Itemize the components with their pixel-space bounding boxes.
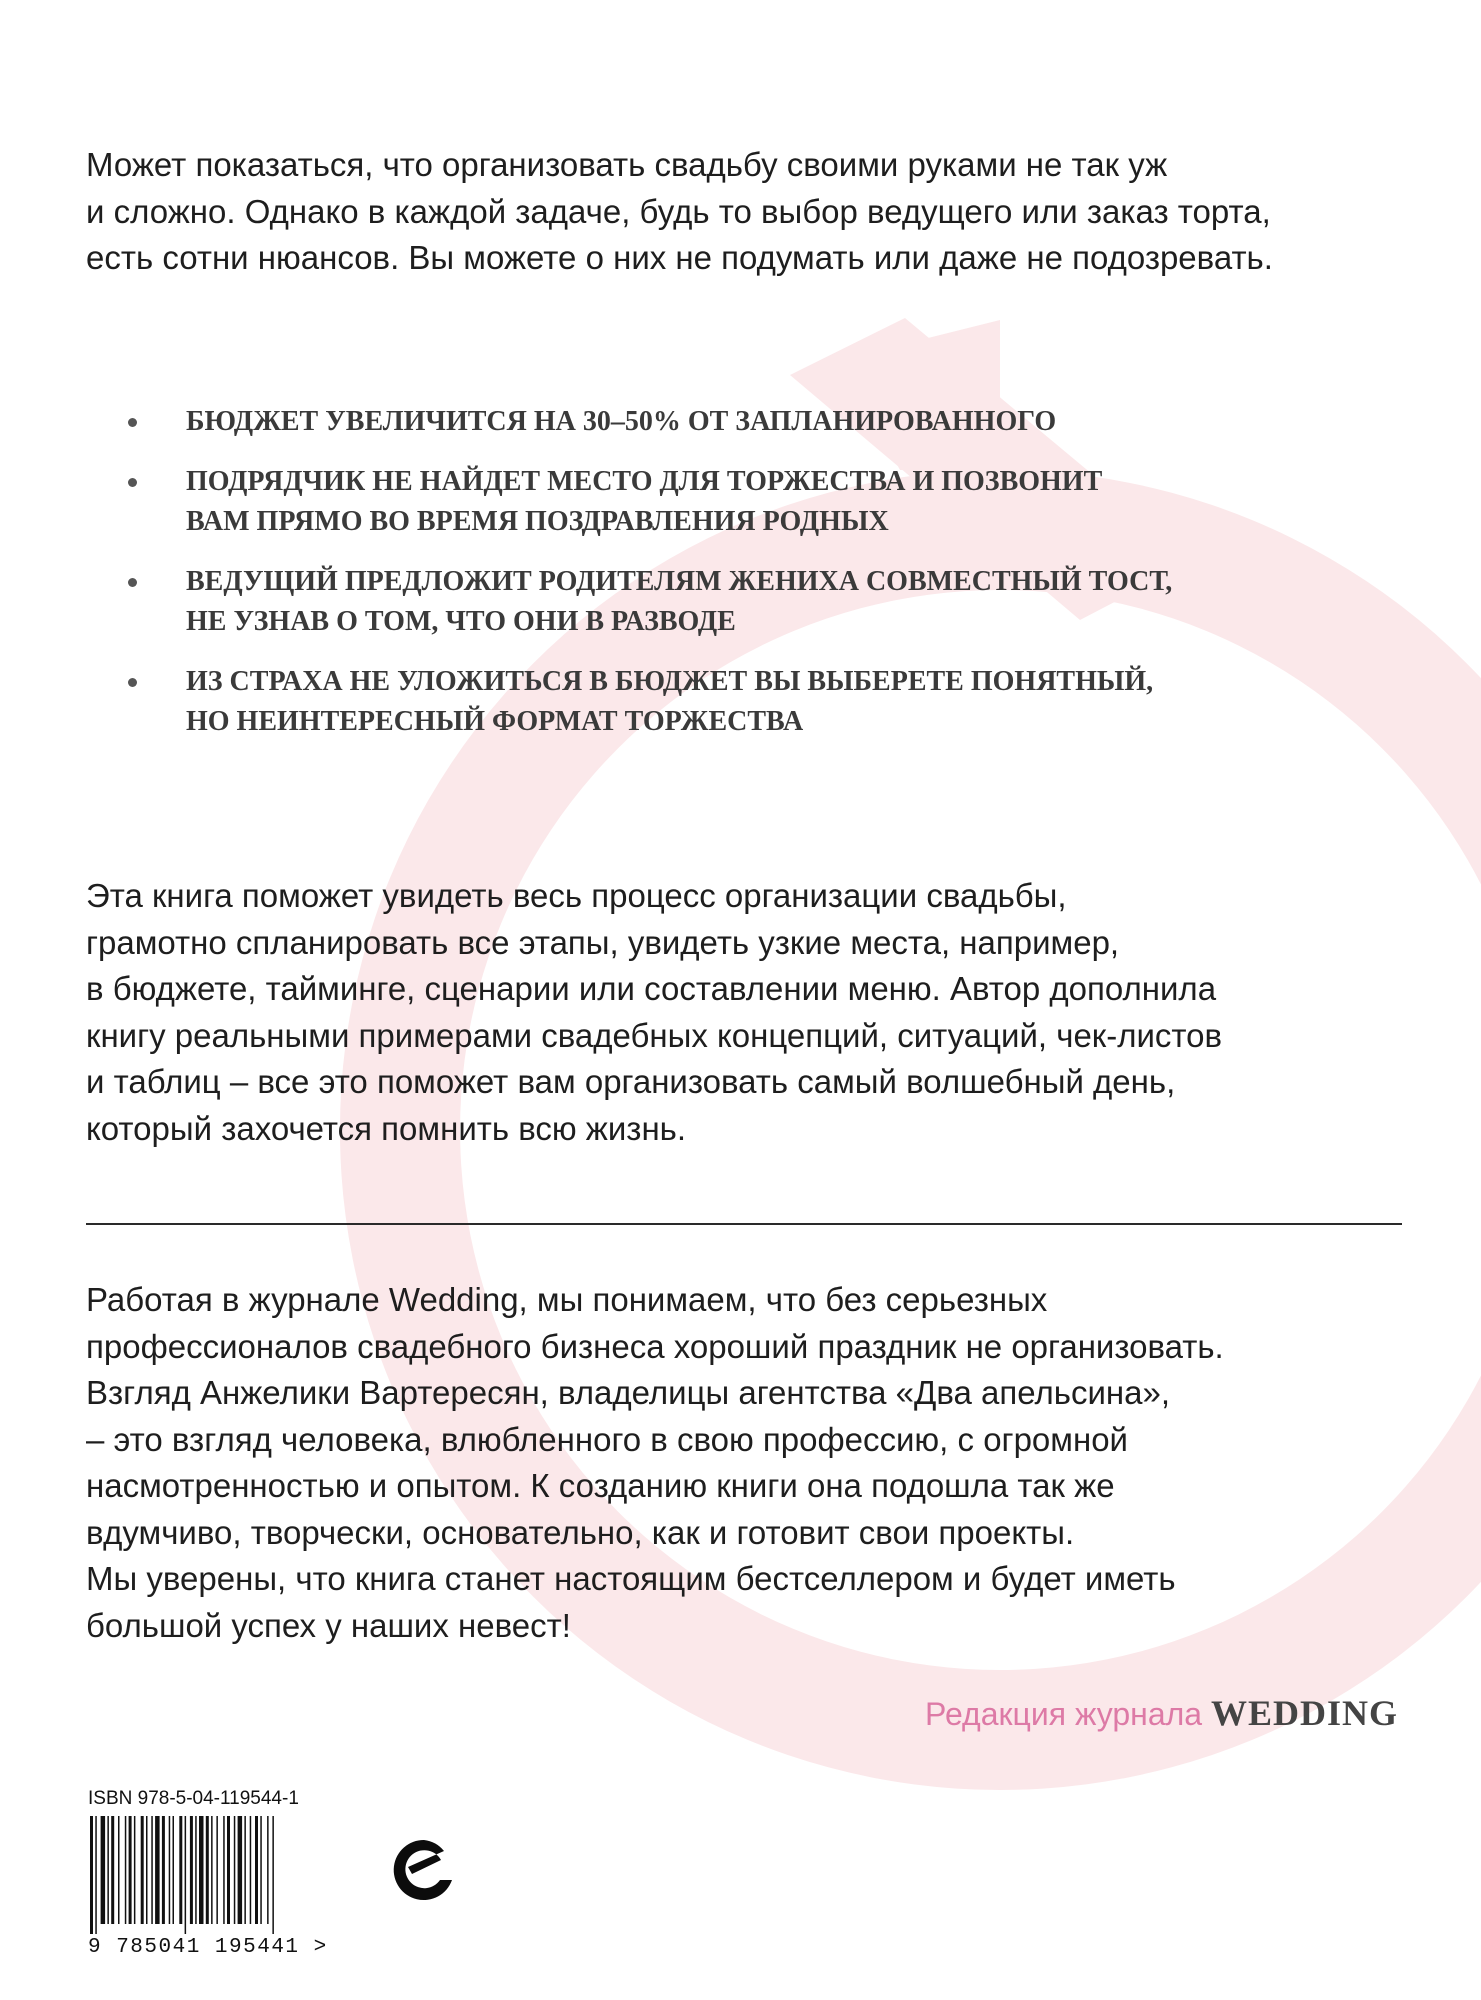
section-divider <box>86 1223 1402 1225</box>
intro-line: есть сотни нюансов. Вы можете о них не подумать или даже не подозревать. <box>86 239 1273 276</box>
editorial-line: вдумчиво, творчески, основательно, как и готовит свои проекты. <box>86 1513 1075 1551</box>
editorial-line: Взгляд Анжелики Вартересян, владелицы агентства «Два апельсина», <box>86 1374 1171 1411</box>
bullet-item <box>128 462 1278 542</box>
editorial-line: насмотренностью и опытом. К созданию книги она подошла так же <box>86 1467 1115 1504</box>
intro-line: и сложно. Однако в каждой задаче, будь то выбор ведущего или заказ торта, <box>86 192 1271 230</box>
intro-paragraph <box>86 142 1416 282</box>
editorial-line: Мы уверены, что книга станет настоящим бестселлером и будет иметь <box>86 1560 1176 1597</box>
signature-prefix: Редакция журнала <box>925 1696 1203 1732</box>
intro-line: Может показаться, что организовать свадьбу своими руками не так уж <box>86 146 1168 183</box>
bullet-line: БЮДЖЕТ УВЕЛИЧИТСЯ НА 30–50% ОТ ЗАПЛАНИРОВАННОГО <box>186 406 1057 437</box>
editorial-line: большой успех у наших невест! <box>86 1606 571 1644</box>
bullet-line: ВЕДУЩИЙ ПРЕДЛОЖИТ РОДИТЕЛЯМ ЖЕНИХА СОВМЕСТНЫЙ ТОСТ, <box>186 566 1173 597</box>
editorial-line: профессионалов свадебного бизнеса хороший праздник не организовать. <box>86 1327 1224 1365</box>
bullet-item <box>128 662 1278 742</box>
editorial-signature <box>925 1693 1398 1734</box>
isbn-block <box>88 1788 338 1960</box>
bullet-item <box>128 402 1278 442</box>
barcode-digits: 9 785041 195441 > <box>88 1936 328 1959</box>
description-line: в бюджете, тайминге, сценарии или составлении меню. Автор дополнила <box>86 970 1217 1007</box>
bullet-dot-icon <box>128 678 137 687</box>
barcode-icon <box>88 1816 320 1934</box>
bullet-item <box>128 562 1278 642</box>
book-description-paragraph <box>86 873 1416 1152</box>
bullet-line: НО НЕИНТЕРЕСНЫЙ ФОРМАТ ТОРЖЕСТВА <box>186 706 804 737</box>
bullet-dot-icon <box>128 578 137 587</box>
bullet-line: ПОДРЯДЧИК НЕ НАЙДЕТ МЕСТО ДЛЯ ТОРЖЕСТВА И ПОЗВОНИТ <box>186 466 1103 497</box>
bullet-line: ИЗ СТРАХА НЕ УЛОЖИТЬСЯ В БЮДЖЕТ ВЫ ВЫБЕРЕТЕ ПОНЯТНЫЙ, <box>186 666 1154 697</box>
description-line: грамотно спланировать все этапы, увидеть узкие места, например, <box>86 923 1120 961</box>
eksmo-e-icon <box>388 1834 460 1906</box>
editorial-paragraph <box>86 1277 1416 1649</box>
editorial-line: Работая в журнале Wedding, мы понимаем, что без серьезных <box>86 1281 1048 1318</box>
description-line: книгу реальными примерами свадебных концепций, ситуаций, чек-листов <box>86 1016 1223 1054</box>
magazine-name: WEDDING <box>1210 1693 1398 1733</box>
description-line: и таблиц – все это поможет вам организовать самый волшебный день, <box>86 1063 1176 1100</box>
bullet-dot-icon <box>128 478 137 487</box>
editorial-line: – это взгляд человека, влюбленного в свою профессию, с огромной <box>86 1420 1128 1458</box>
risk-bullet-list <box>128 402 1278 762</box>
description-line: Эта книга поможет увидеть весь процесс организации свадьбы, <box>86 877 1067 914</box>
bullet-line: ВАМ ПРЯМО ВО ВРЕМЯ ПОЗДРАВЛЕНИЯ РОДНЫХ <box>186 506 889 537</box>
bullet-line: НЕ УЗНАВ О ТОМ, ЧТО ОНИ В РАЗВОДЕ <box>186 606 736 637</box>
isbn-label: ISBN 978-5-04-119544-1 <box>88 1788 299 1809</box>
description-line: который захочется помнить всю жизнь. <box>86 1109 687 1147</box>
bullet-dot-icon <box>128 418 137 427</box>
